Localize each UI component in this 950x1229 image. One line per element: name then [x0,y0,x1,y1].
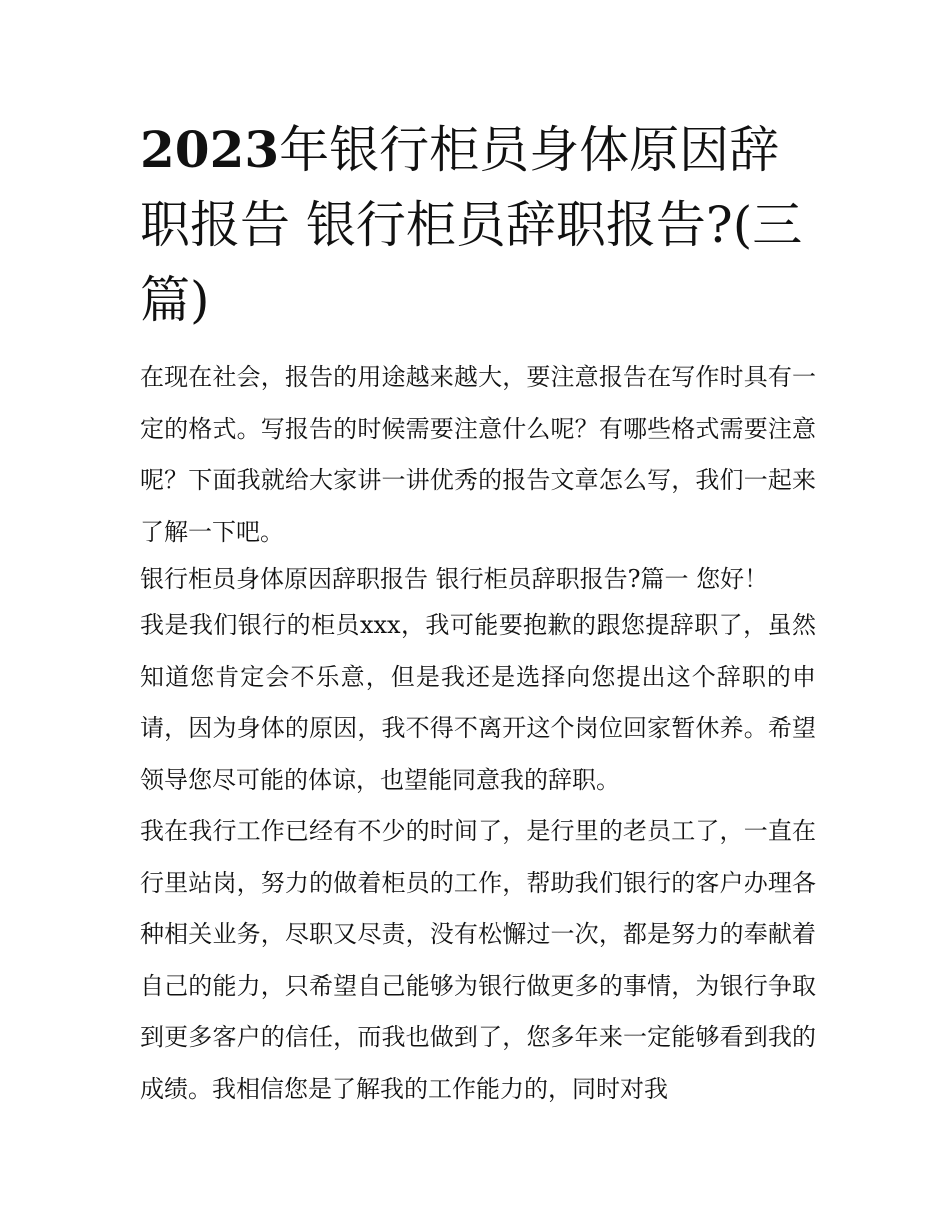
title-text: 年银行柜员身体原因辞职报告 银行柜员辞职报告?(三篇) [140,121,803,329]
paragraph-section-heading: 银行柜员身体原因辞职报告 银行柜员辞职报告?篇一 您好！ [140,565,769,593]
paragraph-resignation-request: 我是我们银行的柜员xxx，我可能要抱歉的跟您提辞职了，虽然知道您肯定会不乐意，但是我还是选择向您提出这个辞职的申请，因为身体的原因，我不得不离开这个岗位回家暂休养。希望领导您尽可能的体谅，也望能同意我的辞职。 [140,611,816,794]
title-year: 2023 [140,120,280,179]
paragraph-work-history: 我在我行工作已经有不少的时间了，是行里的老员工了，一直在行里站岗，努力的做着柜员的工作，帮助我们银行的客户办理各种相关业务，尽职又尽责，没有松懈过一次，都是努力的奉献着自己的能力，只希望自己能够为银行做更多的事情，为银行争取到更多客户的信任，而我也做到了，您多年来一定能够看到我的成绩。我相信您是了解我的工作能力的，同时对我 [140,817,816,1103]
paragraph-intro: 在现在社会，报告的用途越来越大，要注意报告在写作时具有一定的格式。写报告的时候需要注意什么呢？有哪些格式需要注意呢？下面我就给大家讲一讲优秀的报告文章怎么写，我们一起来了解一下吧。 [140,363,816,546]
document-title [140,112,820,338]
document-body [140,352,816,1115]
